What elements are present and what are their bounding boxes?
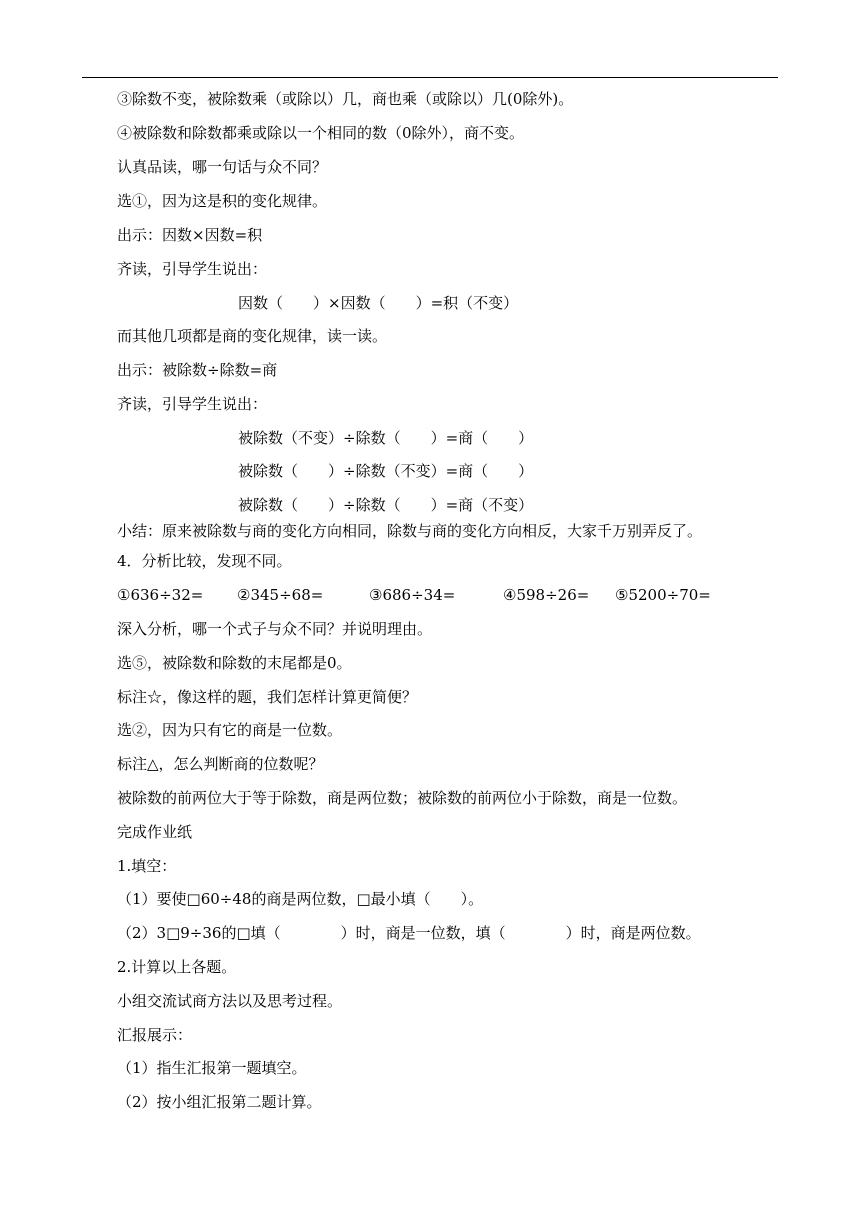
- summary-line: 小结：原来被除数与商的变化方向相同，除数与商的变化方向相反，大家千万别弄反了。: [117, 522, 703, 540]
- header-rule: [82, 77, 778, 78]
- formula-line: 被除数（ ）÷除数（不变）=商（ ）: [238, 462, 534, 480]
- exercise-heading: 1.填空：: [117, 857, 177, 875]
- expression-item: ②345÷68=: [237, 586, 324, 604]
- section-heading: 4．分析比较，发现不同。: [117, 552, 292, 570]
- expression-row: [117, 585, 737, 605]
- text-line: 出示：因数×因数=积: [117, 226, 263, 244]
- exercise-heading: 2.计算以上各题。: [117, 958, 237, 976]
- text-line: 标注△，怎么判断商的位数呢？: [117, 755, 324, 773]
- text-line: 被除数的前两位大于等于除数，商是两位数；被除数的前两位小于除数，商是一位数。: [117, 789, 688, 807]
- text-line: 出示：被除数÷除数=商: [117, 361, 278, 379]
- text-line: 汇报展示：: [117, 1026, 193, 1044]
- text-line: 完成作业纸: [117, 823, 193, 841]
- expression-item: ⑤5200÷70=: [615, 586, 711, 604]
- text-line: 小组交流试商方法以及思考过程。: [117, 992, 343, 1010]
- formula-line: 因数（ ）×因数（ ）=积（不变）: [238, 294, 519, 312]
- text-line: 标注☆，像这样的题，我们怎样计算更简便？: [117, 688, 418, 706]
- text-line: （2）按小组汇报第二题计算。: [117, 1093, 322, 1111]
- text-line: 齐读，引导学生说出：: [117, 260, 268, 278]
- text-line: 选⑤，被除数和除数的末尾都是0。: [117, 654, 352, 672]
- text-line: 认真品读，哪一句话与众不同？: [117, 158, 328, 176]
- formula-line: 被除数（不变）÷除数（ ）=商（ ）: [238, 429, 534, 447]
- expression-item: ①636÷32=: [117, 586, 204, 604]
- exercise-item: （1）要使□60÷48的商是两位数，□最小填（ ）。: [117, 890, 484, 908]
- text-line: 选②，因为只有它的商是一位数。: [117, 721, 343, 739]
- formula-line: 被除数（ ）÷除数（ ）=商（不变）: [238, 496, 534, 514]
- text-line: 齐读，引导学生说出：: [117, 395, 268, 413]
- expression-item: ③686÷34=: [369, 586, 456, 604]
- text-line: 深入分析，哪一个式子与众不同？并说明理由。: [117, 620, 433, 638]
- text-line: ③除数不变，被除数乘（或除以）几，商也乘（或除以）几(0除外)。: [117, 90, 574, 108]
- text-line: ④被除数和除数都乘或除以一个相同的数（0除外），商不变。: [117, 124, 525, 142]
- expression-item: ④598÷26=: [503, 586, 590, 604]
- text-line: 选①，因为这是积的变化规律。: [117, 192, 328, 210]
- text-line: 而其他几项都是商的变化规律，读一读。: [117, 327, 388, 345]
- text-line: （1）指生汇报第一题填空。: [117, 1059, 307, 1077]
- exercise-item: （2）3□9÷36的□填（ ）时，商是一位数，填（ ）时，商是两位数。: [117, 924, 701, 942]
